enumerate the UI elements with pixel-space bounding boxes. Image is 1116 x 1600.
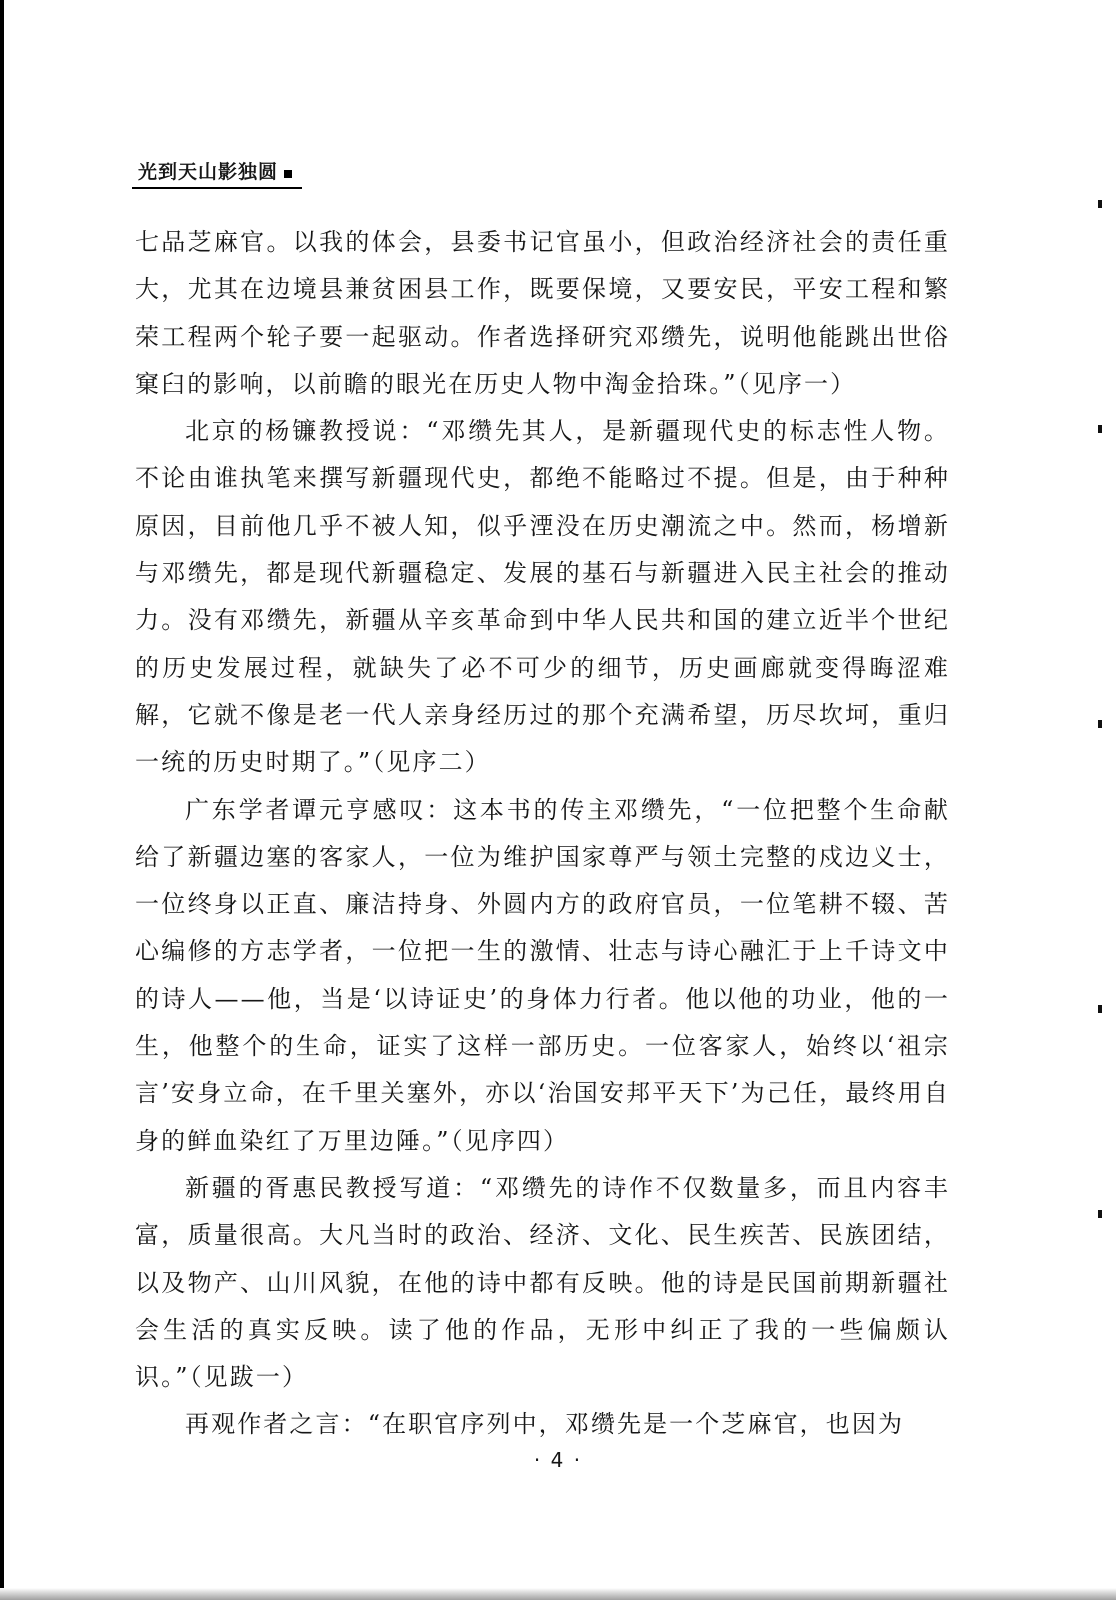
body-text xyxy=(135,219,950,1449)
paragraph-xu-huimin: 新疆的胥惠民教授写道：“邓缵先的诗作不仅数量多，而且内容丰富，质量很高。大凡当时的政治、经济、文化、民生疾苦、民族团结，以及物产、山川风貌，在他的诗中都有反映。他的诗是民国前期新疆社会生活的真实反映。读了他的作品，无形中纠正了我的一些偏颇认识。”（见跋一） xyxy=(135,1173,950,1392)
running-title: 光到天山影独圆 xyxy=(138,160,279,183)
paragraph-yang-lian: 北京的杨镰教授说：“邓缵先其人，是新疆现代史的标志性人物。不论由谁执笔来撰写新疆现代史，都绝不能略过不提。但是，由于种种原因，目前他几乎不被人知，似乎湮没在历史潮流之中。然而，杨增新与邓缵先，都是现代新疆稳定、发展的基石与新疆进入民主社会的推动力。没有邓缵先，新疆从辛亥革命到中华人民共和国的建立近半个世纪的历史发展过程，就缺失了必不可少的细节，历史画廊就变得晦涩难解，它就不像是老一代人亲身经历过的那个充满希望，历尽坎坷，重归一统的历史时期了。”（见序二） xyxy=(135,417,950,777)
running-header xyxy=(132,150,292,190)
paragraph-author: 再观作者之言：“在职官序列中，邓缵先是一个芝麻官，也因为 xyxy=(185,1410,905,1439)
header-rule xyxy=(132,187,302,189)
scan-left-edge xyxy=(0,0,4,1600)
header-square-mark xyxy=(284,170,292,178)
scan-right-edge-marks xyxy=(1098,200,1102,1450)
page-number: · 4 · xyxy=(533,1448,583,1472)
paragraph-continued: 七品芝麻官。以我的体会，县委书记官虽小，但政治经济社会的责任重大，尤其在边境县兼贫困县工作，既要保境，又要安民，平安工程和繁荣工程两个轮子要一起驱动。作者选择研究邓缵先，说明他能跳出世俗窠臼的影响，以前瞻的眼光在历史人物中淘金拾珠。”（见序一） xyxy=(135,228,950,398)
paragraph-tan-yuanheng: 广东学者谭元亨感叹：这本书的传主邓缵先，“一位把整个生命献给了新疆边塞的客家人，一位为维护国家尊严与领土完整的戍边义士，一位终身以正直、廉洁持身、外圆内方的政府官员，一位笔耕不辍、苦心编修的方志学者，一位把一生的激情、壮志与诗心融汇于上千诗文中的诗人——他，当是‘以诗证史’的身体力行者。他以他的功业，他的一生，他整个的生命，证实了这样一部历史。一位客家人，始终以‘祖宗言’安身立命，在千里关塞外，亦以‘治国安邦平天下’为己任，最终用自身的鲜血染红了万里边陲。”（见序四） xyxy=(135,795,950,1155)
scan-bottom-edge xyxy=(0,1588,1116,1600)
